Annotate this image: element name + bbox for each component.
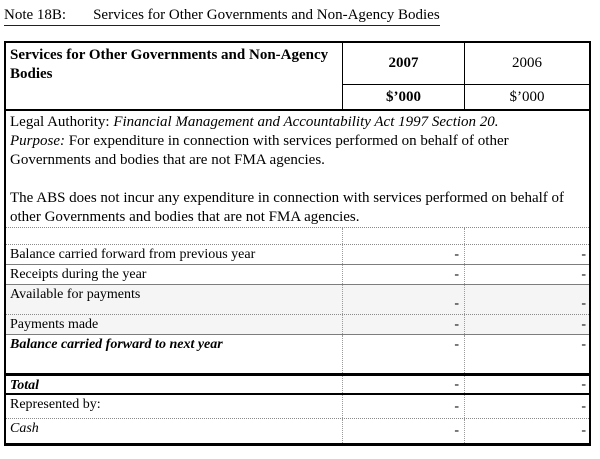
table-row-cash (6, 418, 589, 443)
row-label: Available for payments (10, 287, 141, 302)
row-value-2007: - (342, 376, 464, 393)
abs-paragraph: The ABS does not incur any expenditure in connection with services performed on behalf of other Governments and bodies that are not FMA agencies. (10, 190, 565, 225)
table-row-represented-by (6, 395, 589, 418)
row-label (6, 228, 342, 244)
row-value-2006: - (464, 376, 589, 393)
purpose-label: Purpose: (10, 133, 65, 149)
note-name: Services for Other Governments and Non-Agency Bodies (93, 7, 440, 23)
table-row-receipts (6, 264, 589, 284)
legal-authority-label: Legal Authority: (10, 114, 110, 130)
row-value-2007: - (342, 315, 464, 334)
row-label: Total (10, 378, 40, 393)
document-title (4, 7, 440, 24)
table-row-balance-prev-year (6, 244, 589, 264)
table-row-payments-made (6, 314, 589, 334)
row-value-2006: - (464, 245, 589, 264)
table-row-spacer (6, 228, 589, 244)
blank-line (10, 170, 584, 189)
header-unit-row (343, 85, 589, 109)
row-value-2007: - (342, 335, 464, 373)
table-header (6, 43, 589, 111)
row-value-2006: - (464, 285, 589, 314)
table-row-available-for-payments (6, 284, 589, 314)
header-unit-2006: $’000 (464, 85, 589, 109)
row-value-2006: - (464, 315, 589, 334)
purpose-text: For expenditure in connection with services performed on behalf of other Governments and bodies that are not FMA agencies. (10, 133, 509, 168)
row-label: Cash (10, 421, 39, 436)
header-year-row (343, 43, 589, 85)
table-row-balance-next-year (6, 334, 589, 373)
row-value-2007: - (342, 265, 464, 284)
header-col-2006: 2006 (464, 43, 589, 84)
note-title-underline (4, 7, 440, 26)
row-value-2006 (464, 228, 589, 244)
header-col-2007: 2007 (388, 55, 419, 71)
services-note-table (4, 41, 591, 446)
purpose-line (10, 132, 584, 170)
row-label: Payments made (10, 317, 99, 332)
header-unit-2007: $’000 (386, 88, 421, 105)
legal-authority-line (10, 113, 584, 132)
row-value-2007: - (342, 395, 464, 418)
row-value-2007: - (342, 419, 464, 443)
header-year-columns (342, 43, 589, 109)
note-number: Note 18B: (4, 7, 67, 23)
row-value-2006: - (464, 265, 589, 284)
row-value-2007: - (342, 285, 464, 314)
legal-authority-block (6, 111, 589, 228)
row-label: Receipts during the year (10, 267, 147, 282)
header-label: Services for Other Governments and Non-Agency Bodies (10, 47, 329, 82)
row-label: Represented by: (10, 397, 101, 412)
legal-authority-act: Financial Management and Accountability Act 1997 Section 20. (113, 114, 499, 130)
table-row-total (6, 373, 589, 395)
row-value-2006: - (464, 335, 589, 373)
row-value-2007: - (342, 245, 464, 264)
row-value-2007 (342, 228, 464, 244)
row-label: Balance carried forward to next year (10, 337, 223, 352)
row-value-2006: - (464, 419, 589, 443)
row-value-2006: - (464, 395, 589, 418)
row-label: Balance carried forward from previous year (10, 247, 256, 262)
